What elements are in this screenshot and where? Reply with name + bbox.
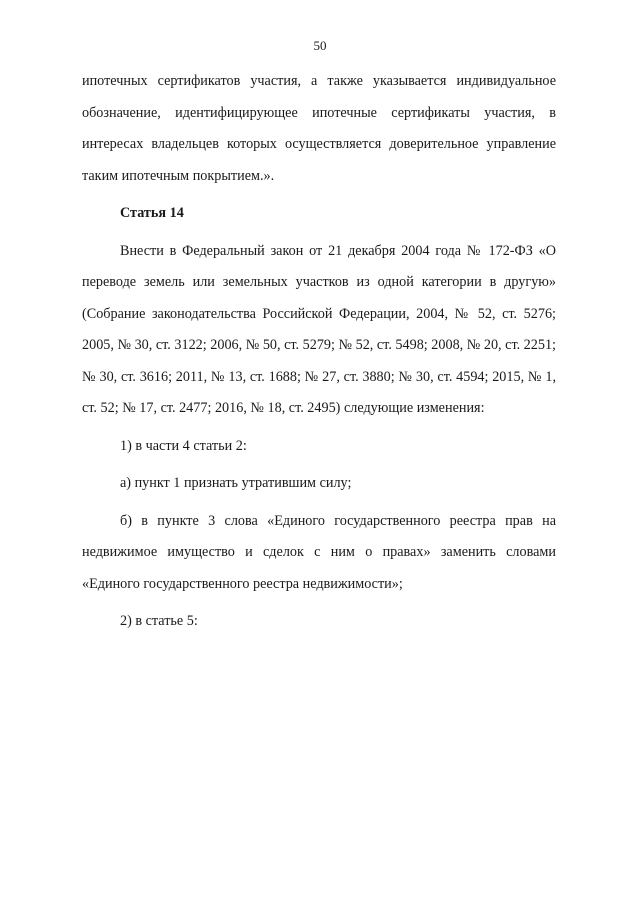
list-item-2: 2) в статье 5:	[120, 613, 198, 629]
continuation-paragraph: ипотечных сертификатов участия, а также указывается индивидуальное обозначение, идентифицирующее ипотечные сертификаты участия, в интересах владельцев которых осуществляется доверительное управление таким ипотечным покрытием.».	[82, 73, 556, 184]
list-item-1b: б) в пункте 3 слова «Единого государственного реестра прав на недвижимое имущество и сделок с ним о правах» заменить словами «Единого государственного реестра недвижимости»;	[82, 512, 556, 592]
list-item-1: 1) в части 4 статьи 2:	[120, 437, 247, 454]
list-item-1a: а) пункт 1 признать утратившим силу;	[120, 475, 352, 491]
article-intro-paragraph: Внести в Федеральный закон от 21 декабря 2004 года № 172-ФЗ «О переводе земель или земельных участков из одной категории в другую» (Собрание законодательства Российской Федерации, 2004, № 52, ст. 5276; 2005, № 30, ст. 3122; 2006, № 50, ст. 5279; № 52, ст. 5498; 2008, № 20, ст. 2251; № 30, ст. 3616; 2011, № 13, ст. 1688; № 27, ст. 3880; № 30, ст. 4594; 2015, № 1, ст. 52; № 17, ст. 2477; 2016, № 18, ст. 2495) следующие изменения:	[82, 242, 556, 416]
document-body	[82, 66, 556, 638]
page-number: 50	[313, 38, 327, 53]
article-heading: Статья 14	[120, 205, 184, 221]
